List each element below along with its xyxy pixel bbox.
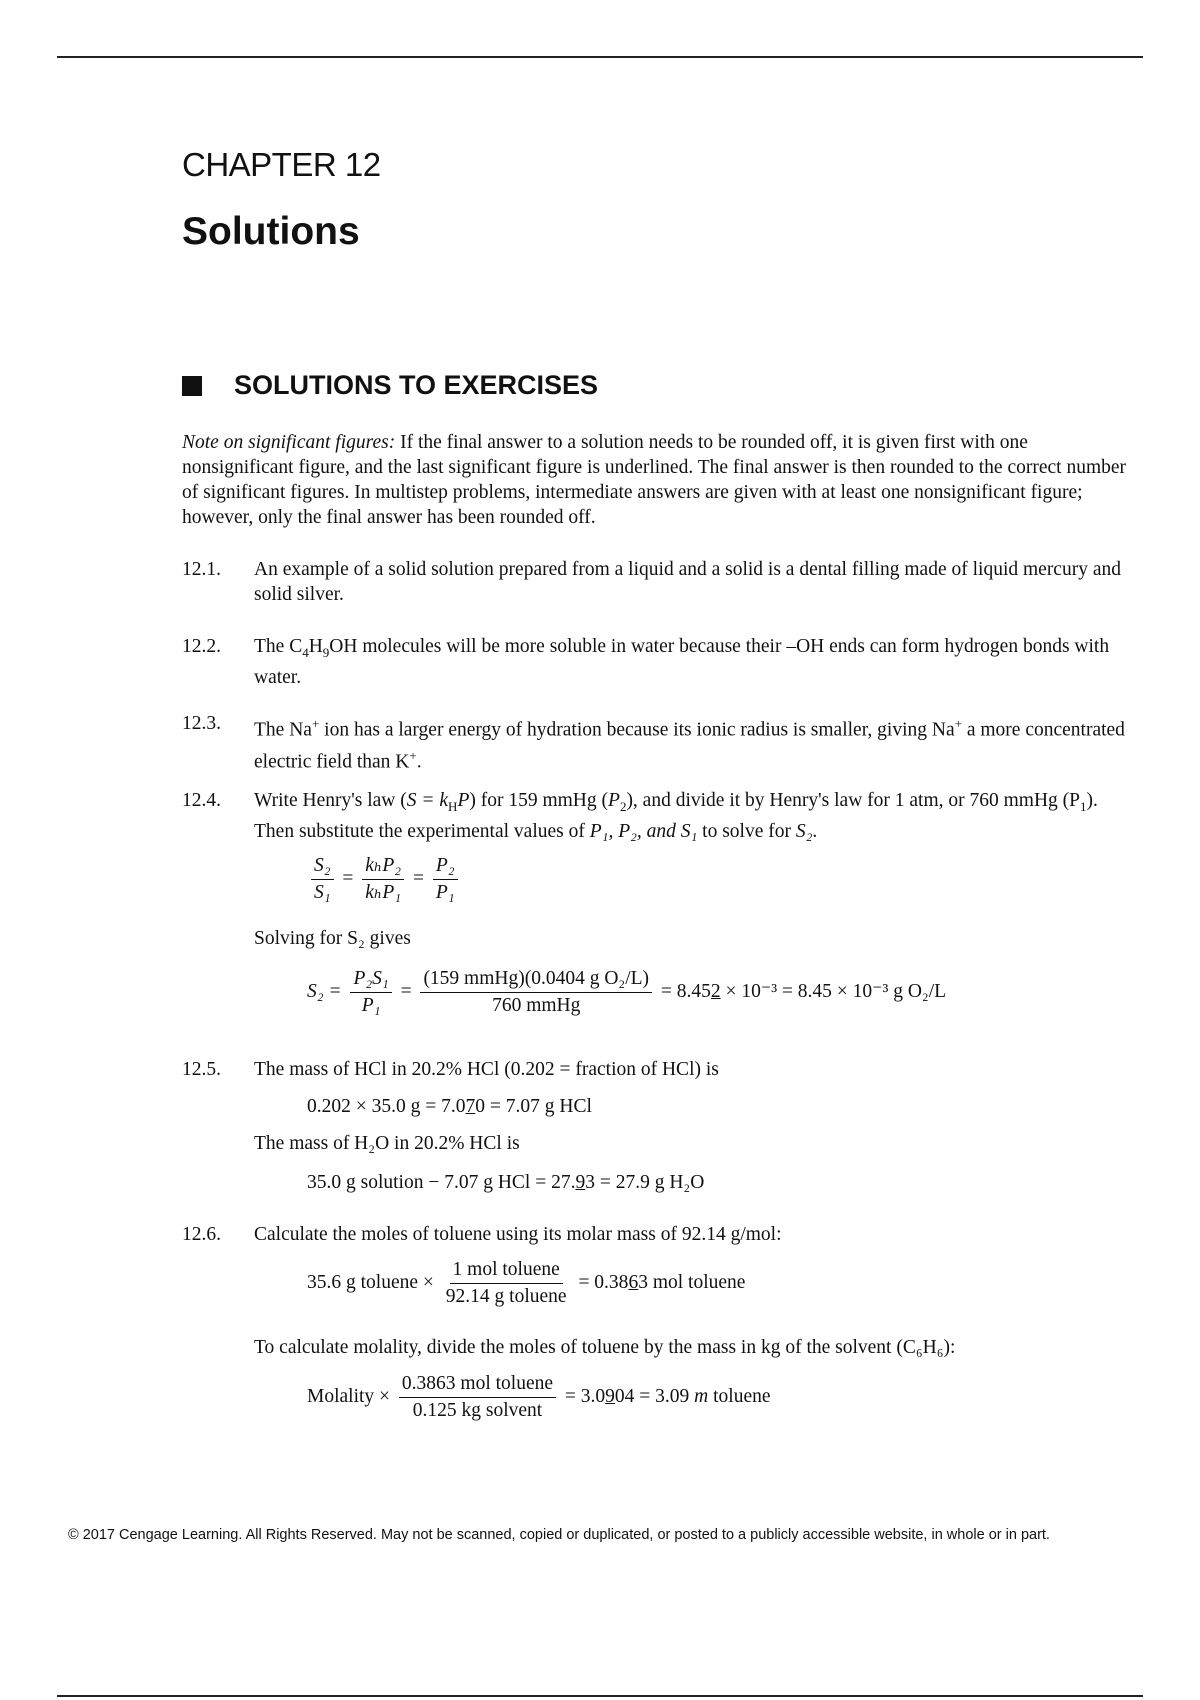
note-text: If the final answer to a solution needs to be rounded off, it is given first with one nonsignificant figure, and the last significant figure is underlined. The final answer is then rounded to the correct number of significant figures. In multistep problems, intermediate answers are given with at least one nonsignificant figure; however, only the final answer has been rounded off. bbox=[182, 432, 1127, 528]
subscript: 2 bbox=[619, 798, 627, 814]
denominator: P₁ bbox=[361, 995, 381, 1016]
text-part: The C bbox=[254, 636, 303, 657]
numerator: P₂ bbox=[433, 855, 458, 880]
solving-text: Solving for S₂ gives bbox=[254, 928, 411, 949]
exercise-text bbox=[254, 788, 1132, 844]
result-part: = 3.0 bbox=[564, 1385, 606, 1407]
exercise-text: Calculate the moles of toluene using its molar mass of 92.14 g/mol: bbox=[254, 1224, 782, 1245]
chapter-title: Solutions bbox=[182, 210, 360, 253]
numerator: 0.3863 mol toluene bbox=[399, 1373, 556, 1398]
text-part: H bbox=[308, 636, 323, 657]
result-part: 04 = 3.09 bbox=[614, 1385, 695, 1407]
section-title: SOLUTIONS TO EXERCISES bbox=[234, 370, 599, 400]
equation-result bbox=[578, 1272, 745, 1293]
text-part: a more concentrated electric field than K bbox=[254, 719, 1125, 772]
underlined-digit: 2 bbox=[710, 980, 721, 1002]
equation-result bbox=[565, 1386, 771, 1407]
numerator: P₂S₁ bbox=[350, 968, 391, 993]
exercise-number: 12.5. bbox=[182, 1059, 221, 1080]
subscript: 4 bbox=[302, 644, 309, 660]
result-part: × 10⁻³ = 8.45 × 10⁻³ g O₂/L bbox=[720, 980, 947, 1002]
equals-sign: = bbox=[400, 980, 412, 1002]
denominator: 0.125 kg solvent bbox=[412, 1400, 543, 1421]
bottom-rule bbox=[57, 1695, 1143, 1697]
numerator: (159 mmHg)(0.0404 g O₂/L) bbox=[420, 968, 652, 993]
text-part: ion has a larger energy of hydration because its ionic radius is smaller, giving Na bbox=[319, 719, 955, 741]
denominator: kₕP₁ bbox=[365, 882, 402, 903]
exercise-text bbox=[254, 634, 1132, 690]
equals-sign: = bbox=[342, 867, 354, 889]
fraction bbox=[350, 968, 391, 1017]
molality-equation bbox=[307, 1373, 771, 1422]
fraction bbox=[433, 855, 458, 904]
henry-law: S = k bbox=[406, 790, 449, 811]
fraction bbox=[443, 1259, 570, 1308]
underlined-digit: 9 bbox=[575, 1172, 586, 1193]
text-part: to solve for bbox=[697, 820, 796, 842]
variables: P₁, P₂, and S₁ bbox=[589, 820, 698, 842]
hcl-mass-equation bbox=[307, 1096, 592, 1118]
subscript: 1 bbox=[1080, 798, 1087, 814]
significant-figures-note bbox=[182, 430, 1132, 530]
equation-part: 0.202 × 35.0 g = 7.0 bbox=[307, 1096, 466, 1117]
text-part: ) for 159 mmHg ( bbox=[469, 790, 609, 811]
denominator: S₁ bbox=[314, 882, 331, 903]
subscript: H bbox=[448, 798, 458, 814]
henry-solution-equation bbox=[307, 968, 946, 1017]
underlined-digit: 7 bbox=[465, 1096, 476, 1117]
numerator: kₕP₂ bbox=[362, 855, 404, 880]
note-lead: Note on significant figures: bbox=[182, 432, 396, 453]
exercise-number: 12.3. bbox=[182, 713, 221, 734]
text-part: ), and divide it by Henry's law for 1 atm, or 760 mmHg (P bbox=[626, 790, 1081, 811]
superscript: + bbox=[311, 716, 320, 731]
molality-text: To calculate molality, divide the moles of toluene by the mass in kg of the solvent (C₆H₆): bbox=[254, 1337, 956, 1358]
fraction bbox=[399, 1373, 556, 1422]
denominator: 92.14 g toluene bbox=[445, 1286, 567, 1307]
numerator: 1 mol toluene bbox=[450, 1259, 563, 1284]
result-part: = 8.45 bbox=[660, 980, 711, 1002]
variable: P bbox=[608, 790, 620, 811]
subscript: 9 bbox=[322, 644, 330, 660]
equation-part: 0 = 7.07 g HCl bbox=[475, 1096, 592, 1117]
equation-lhs: S₂ = bbox=[307, 980, 342, 1002]
text-part: The Na bbox=[254, 719, 312, 741]
exercise-text bbox=[254, 711, 1132, 774]
square-bullet-icon bbox=[182, 376, 202, 396]
equation-part: 35.0 g solution − 7.07 g HCl = 27. bbox=[307, 1172, 576, 1193]
underlined-digit: 6 bbox=[628, 1271, 639, 1293]
denominator: 760 mmHg bbox=[492, 995, 581, 1016]
copyright-footer: © 2017 Cengage Learning. All Rights Reserved. May not be scanned, copied or duplicated, or posted to a publicly accessible website, in whole or in part. bbox=[68, 1527, 1050, 1543]
fraction bbox=[311, 855, 334, 904]
ratio-equation bbox=[307, 855, 462, 904]
superscript: + bbox=[954, 716, 962, 731]
equation-part: 35.6 g toluene × bbox=[307, 1271, 434, 1293]
text-part: OH molecules will be more soluble in water because their –OH ends can form hydrogen bonds with water. bbox=[254, 636, 1110, 688]
text-part: . bbox=[416, 751, 422, 772]
exercise-number: 12.1. bbox=[182, 559, 221, 580]
exercise-number: 12.6. bbox=[182, 1224, 221, 1245]
equals-sign: = bbox=[412, 867, 424, 889]
result-part: toluene bbox=[708, 1385, 771, 1407]
superscript: + bbox=[409, 747, 417, 763]
exercise-number: 12.2. bbox=[182, 636, 221, 657]
denominator: P₁ bbox=[435, 882, 455, 903]
top-rule bbox=[57, 56, 1143, 58]
molality-unit: m bbox=[694, 1385, 709, 1407]
exercise-number: 12.4. bbox=[182, 790, 221, 811]
result-part: = 0.38 bbox=[578, 1271, 629, 1293]
water-mass-equation bbox=[307, 1172, 704, 1194]
fraction bbox=[362, 855, 404, 904]
text-part: . bbox=[812, 820, 818, 842]
equation-result bbox=[661, 981, 946, 1002]
toluene-moles-equation bbox=[307, 1259, 745, 1308]
numerator: S₂ bbox=[311, 855, 334, 880]
variable: P bbox=[457, 790, 470, 811]
equation-part: 3 = 27.9 g H₂O bbox=[585, 1172, 705, 1193]
fraction bbox=[420, 968, 652, 1017]
underlined-digit: 9 bbox=[605, 1385, 615, 1407]
section-heading bbox=[182, 370, 598, 401]
chapter-label: CHAPTER 12 bbox=[182, 146, 381, 183]
result-part: 3 mol toluene bbox=[638, 1271, 746, 1293]
text-part: ). Then substitute the experimental values of bbox=[254, 790, 1098, 842]
variable: S₂ bbox=[795, 820, 813, 842]
text-part: Write Henry's law ( bbox=[254, 790, 407, 811]
equation-part: Molality × bbox=[307, 1385, 391, 1407]
exercise-text: The mass of HCl in 20.2% HCl (0.202 = fraction of HCl) is bbox=[254, 1059, 719, 1080]
water-mass-text: The mass of H₂O in 20.2% HCl is bbox=[254, 1133, 520, 1154]
exercise-text: An example of a solid solution prepared from a liquid and a solid is a dental filling made of liquid mercury and solid silver. bbox=[254, 559, 1121, 605]
